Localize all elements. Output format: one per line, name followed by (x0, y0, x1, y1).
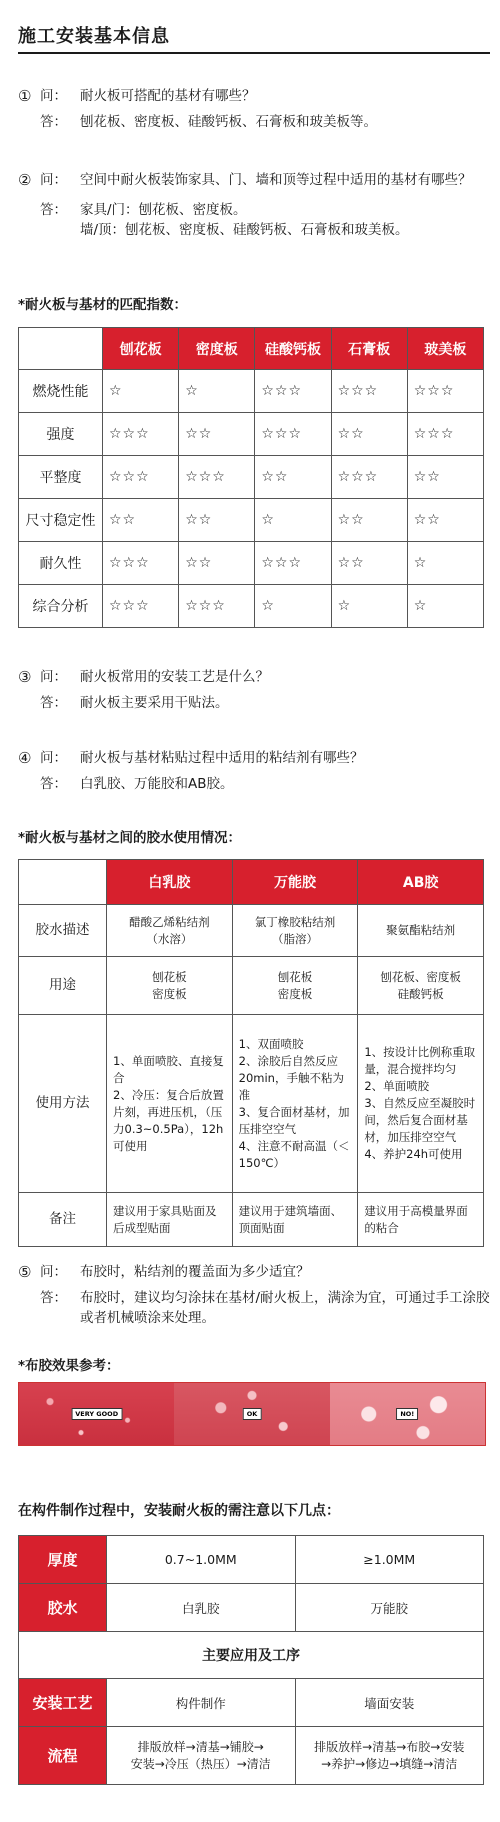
flow-cell: 排版放样→清基→铺胶→ 安装→冷压（热压）→清洁 (107, 1727, 296, 1785)
process-cell: 构件制作 (107, 1679, 296, 1727)
thickness-cell: ≥1.0MM (295, 1536, 484, 1584)
table-row (19, 1536, 484, 1584)
header-cell: 石膏板 (331, 328, 407, 370)
header-cell: 万能胶 (232, 860, 358, 905)
row-label: 胶水描述 (19, 905, 107, 957)
effect-label: OK (243, 1408, 262, 1420)
glue-desc-cell: 聚氨酯粘结剂 (358, 905, 484, 957)
star-rating: ☆☆☆ (103, 542, 179, 585)
row-label: 厚度 (19, 1536, 107, 1584)
star-rating: ☆☆☆ (255, 370, 331, 413)
table-row (19, 1193, 484, 1247)
star-rating: ☆ (331, 585, 407, 628)
star-rating: ☆☆☆ (103, 456, 179, 499)
answer-tag: 答： (40, 776, 67, 792)
row-label: 胶水 (19, 1584, 107, 1632)
row-label: 强度 (19, 413, 103, 456)
qa-number: ① (18, 87, 32, 105)
table-row (19, 1632, 484, 1679)
star-rating: ☆☆☆ (179, 456, 255, 499)
qa-number: ③ (18, 668, 32, 686)
glue-use-cell: 刨花板 密度板 (232, 957, 358, 1015)
star-rating: ☆☆ (179, 413, 255, 456)
glue-method-cell: 1、双面喷胶 2、涂胶后自然反应20min，手触不粘为准 3、复合面材基材，加压排空空气 4、注意不耐高温（＜150℃） (232, 1015, 358, 1193)
glue-effect-reference-image (18, 1382, 486, 1446)
answer-line-2: 墙/顶：刨花板、密度板、硅酸钙板、石膏板和玻美板。 (80, 222, 409, 238)
answer-text: 白乳胶、万能胶和AB胶。 (80, 776, 234, 792)
answer-tag: 答： (40, 114, 67, 130)
star-rating: ☆☆ (331, 413, 407, 456)
title-divider (18, 52, 490, 54)
header-cell: 玻美板 (407, 328, 483, 370)
question-text: 空间中耐火板装饰家具、门、墙和顶等过程中适用的基材有哪些？ (80, 172, 472, 188)
row-label: 平整度 (19, 456, 103, 499)
star-rating: ☆☆☆ (255, 413, 331, 456)
header-cell: AB胶 (358, 860, 484, 905)
table-row (19, 542, 484, 585)
table-row (19, 957, 484, 1015)
glue-desc-cell: 醋酸乙烯粘结剂 （水溶） (107, 905, 233, 957)
star-rating: ☆☆☆ (331, 456, 407, 499)
row-label: 用途 (19, 957, 107, 1015)
install-notes-table (18, 1535, 484, 1785)
glue-cell: 万能胶 (295, 1584, 484, 1632)
row-label: 燃烧性能 (19, 370, 103, 413)
qa-5 (18, 1262, 490, 1328)
star-rating: ☆ (103, 370, 179, 413)
glue-usage-table (18, 859, 484, 1247)
question-tag: 问： (40, 88, 67, 104)
question-text: 布胶时，粘结剂的覆盖面为多少适宜？ (80, 1264, 310, 1280)
star-rating: ☆☆ (179, 499, 255, 542)
answer-text: 刨花板、密度板、硅酸钙板、石膏板和玻美板等。 (80, 114, 377, 130)
glue-note-cell: 建议用于建筑墙面、顶面贴面 (232, 1193, 358, 1247)
star-rating: ☆☆☆ (255, 542, 331, 585)
table-row (19, 1727, 484, 1785)
glue-use-cell: 刨花板、密度板 硅酸钙板 (358, 957, 484, 1015)
effect-sample-very-good (19, 1383, 174, 1445)
effect-sample-ok (174, 1383, 329, 1445)
effect-label: NO! (396, 1408, 418, 1420)
question-tag: 问： (40, 750, 67, 766)
glue-method-cell: 1、按设计比例称重取量，混合搅拌均匀 2、单面喷胶 3、自然反应至凝胶时间，然后复合面材基材，加压排空空气 4、养护24h可使用 (358, 1015, 484, 1193)
star-rating: ☆☆ (407, 499, 483, 542)
header-cell: 刨花板 (103, 328, 179, 370)
table-row (19, 413, 484, 456)
header-blank (19, 860, 107, 905)
question-tag: 问： (40, 172, 67, 188)
star-rating: ☆ (255, 499, 331, 542)
qa-number: ② (18, 171, 32, 189)
question-tag: 问： (40, 1264, 67, 1280)
header-cell: 白乳胶 (107, 860, 233, 905)
header-blank (19, 328, 103, 370)
qa-2 (18, 170, 490, 240)
star-rating: ☆☆ (179, 542, 255, 585)
row-label: 综合分析 (19, 585, 103, 628)
row-label: 安装工艺 (19, 1679, 107, 1727)
table-subheader: 主要应用及工序 (19, 1632, 484, 1679)
row-label: 流程 (19, 1727, 107, 1785)
glue-desc-cell: 氯丁橡胶粘结剂 （脂溶） (232, 905, 358, 957)
header-cell: 密度板 (179, 328, 255, 370)
effect-title: *布胶效果参考： (18, 1358, 120, 1374)
glue-method-cell: 1、单面喷胶、直接复合 2、冷压：复合后放置片刻，再进压机，（压力0.3~0.5Pa），12h可使用 (107, 1015, 233, 1193)
question-tag: 问： (40, 669, 67, 685)
flow-cell: 排版放样→清基→布胶→安装 →养护→修边→填缝→清洁 (295, 1727, 484, 1785)
table-row (19, 1679, 484, 1727)
match-index-table (18, 327, 484, 628)
effect-sample-no (330, 1383, 485, 1445)
glue-use-cell: 刨花板 密度板 (107, 957, 233, 1015)
star-rating: ☆☆ (103, 499, 179, 542)
star-rating: ☆☆☆ (331, 370, 407, 413)
row-label: 耐久性 (19, 542, 103, 585)
star-rating: ☆☆ (331, 499, 407, 542)
thickness-cell: 0.7~1.0MM (107, 1536, 296, 1584)
answer-tag: 答： (40, 1290, 67, 1306)
star-rating: ☆☆ (255, 456, 331, 499)
star-rating: ☆ (255, 585, 331, 628)
table-row (19, 1015, 484, 1193)
answer-tag: 答： (40, 695, 67, 711)
answer-text: 耐火板主要采用干贴法。 (80, 695, 229, 711)
glue-table-title: *耐火板与基材之间的胶水使用情况： (18, 830, 242, 846)
star-rating: ☆☆ (331, 542, 407, 585)
install-section-title: 在构件制作过程中，安装耐火板的需注意以下几点： (18, 1503, 340, 1519)
question-text: 耐火板常用的安装工艺是什么？ (80, 669, 269, 685)
qa-number: ④ (18, 749, 32, 767)
table-row (19, 585, 484, 628)
question-text: 耐火板可搭配的基材有哪些？ (80, 88, 256, 104)
qa-3 (18, 667, 490, 713)
star-rating: ☆ (407, 585, 483, 628)
star-rating: ☆☆☆ (103, 585, 179, 628)
table-row (19, 456, 484, 499)
row-label: 使用方法 (19, 1015, 107, 1193)
star-rating: ☆ (407, 542, 483, 585)
row-label: 备注 (19, 1193, 107, 1247)
match-table-title: *耐火板与基材的匹配指数： (18, 297, 188, 313)
effect-label: VERY GOOD (71, 1408, 122, 1420)
question-text: 耐火板与基材粘贴过程中适用的粘结剂有哪些？ (80, 750, 364, 766)
qa-4 (18, 748, 490, 794)
qa-number: ⑤ (18, 1263, 32, 1281)
table-row (19, 905, 484, 957)
glue-note-cell: 建议用于家具贴面及后成型贴面 (107, 1193, 233, 1247)
process-cell: 墙面安装 (295, 1679, 484, 1727)
star-rating: ☆☆☆ (407, 370, 483, 413)
answer-text: 布胶时，建议均匀涂抹在基材/耐火板上，满涂为宜，可通过手工涂胶或者机械喷涂来处理。 (80, 1290, 490, 1326)
row-label: 尺寸稳定性 (19, 499, 103, 542)
answer-tag: 答： (40, 202, 67, 218)
glue-cell: 白乳胶 (107, 1584, 296, 1632)
table-row (19, 1584, 484, 1632)
star-rating: ☆☆☆ (103, 413, 179, 456)
table-row (19, 370, 484, 413)
glue-note-cell: 建议用于高模量界面的粘合 (358, 1193, 484, 1247)
page-title: 施工安装基本信息 (18, 26, 170, 47)
star-rating: ☆☆☆ (179, 585, 255, 628)
star-rating: ☆☆☆ (407, 413, 483, 456)
star-rating: ☆☆ (407, 456, 483, 499)
answer-line-1: 家具/门：刨花板、密度板。 (80, 202, 247, 218)
table-row (19, 499, 484, 542)
header-cell: 硅酸钙板 (255, 328, 331, 370)
star-rating: ☆ (179, 370, 255, 413)
qa-1 (18, 86, 490, 132)
